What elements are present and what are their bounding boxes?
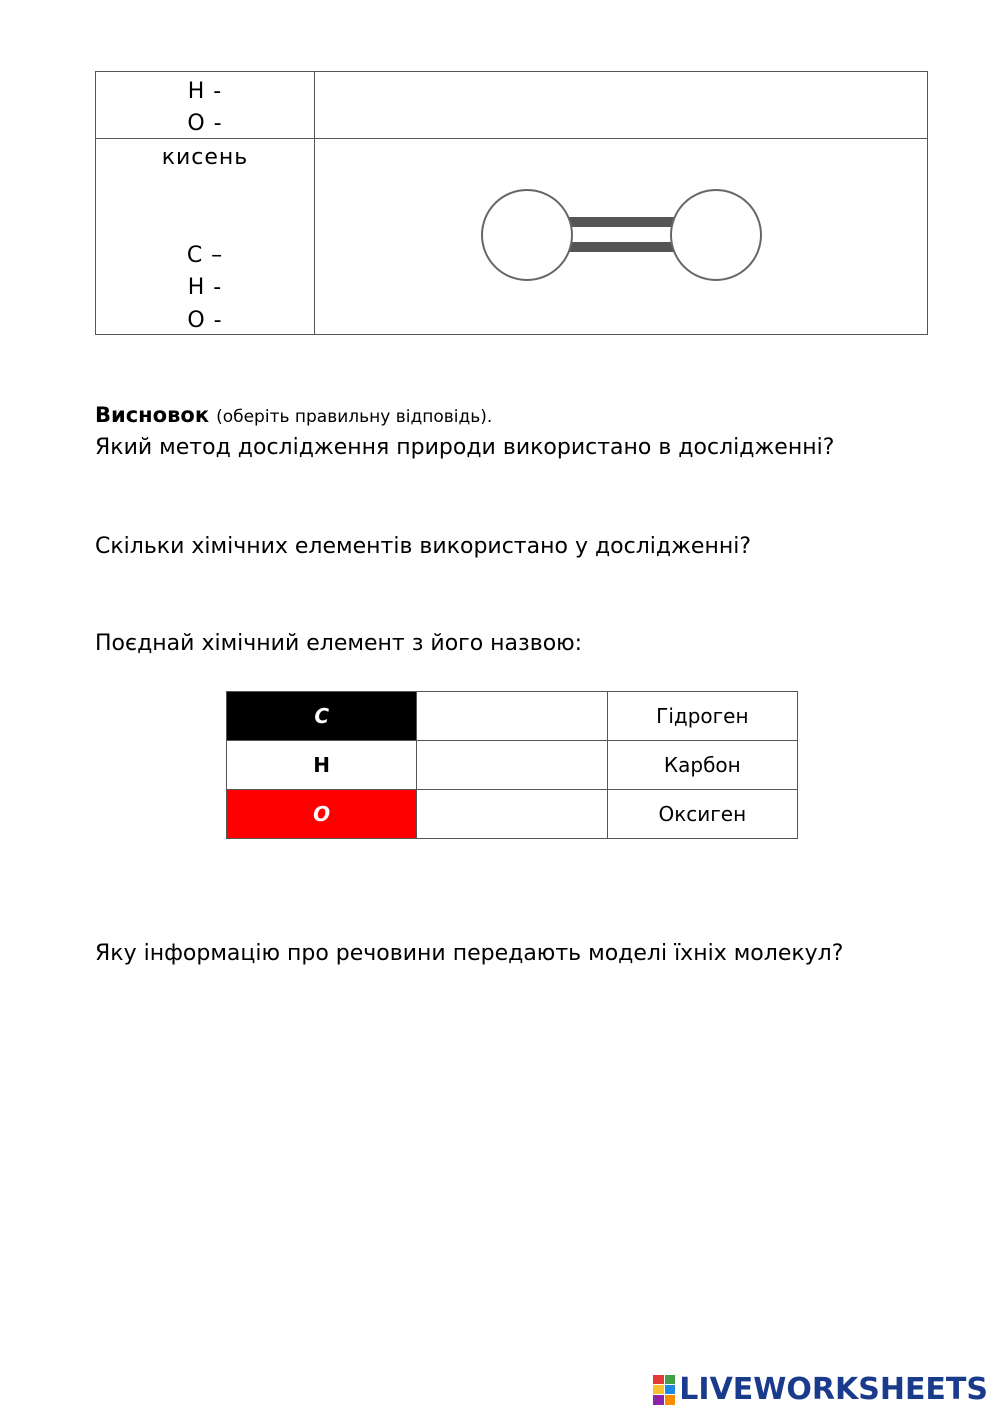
atom-left xyxy=(482,190,572,280)
row1-line-o: O - xyxy=(187,111,223,136)
conclusion-heading: Висновок xyxy=(95,403,210,427)
name-cell: Гідроген xyxy=(607,692,797,741)
question-method: Який метод дослідження природи використано в дослідженні? xyxy=(95,435,835,460)
row2-line-h: H - xyxy=(187,275,223,300)
logo-icon xyxy=(653,1375,675,1405)
symbol-cell-c: C xyxy=(227,692,417,741)
element-match-table xyxy=(226,691,798,839)
name-cell: Оксиген xyxy=(607,790,797,839)
question-model-info: Яку інформацію про речовини передають моделі їхніх молекул? xyxy=(95,941,844,966)
question-match: Поєднай хімічний елемент з його назвою: xyxy=(95,631,583,656)
double-bond-bottom xyxy=(564,242,676,252)
answer-cell[interactable] xyxy=(417,692,607,741)
table-row xyxy=(227,692,798,741)
table-divider-vertical xyxy=(314,72,315,334)
row2-line-o: O - xyxy=(187,308,223,333)
table-row xyxy=(227,790,798,839)
answer-cell[interactable] xyxy=(417,790,607,839)
table-row xyxy=(227,741,798,790)
row2-title: кисень xyxy=(161,145,249,170)
symbol-cell-h: H xyxy=(227,741,417,790)
double-bond-top xyxy=(564,217,676,227)
molecule-table xyxy=(95,71,928,335)
atom-right xyxy=(671,190,761,280)
row2-line-c: C – xyxy=(186,243,224,268)
oxygen-molecule-model xyxy=(476,182,766,287)
conclusion-note: (оберіть правильну відповідь). xyxy=(216,407,493,427)
name-cell: Карбон xyxy=(607,741,797,790)
answer-cell[interactable] xyxy=(417,741,607,790)
row1-line-h: H - xyxy=(187,79,223,104)
conclusion-line xyxy=(95,400,492,432)
liveworksheets-logo xyxy=(653,1372,988,1407)
question-elements-count: Скільки хімічних елементів використано у дослідженні? xyxy=(95,534,752,559)
symbol-cell-o: O xyxy=(227,790,417,839)
logo-text: LIVEWORKSHEETS xyxy=(679,1372,988,1407)
